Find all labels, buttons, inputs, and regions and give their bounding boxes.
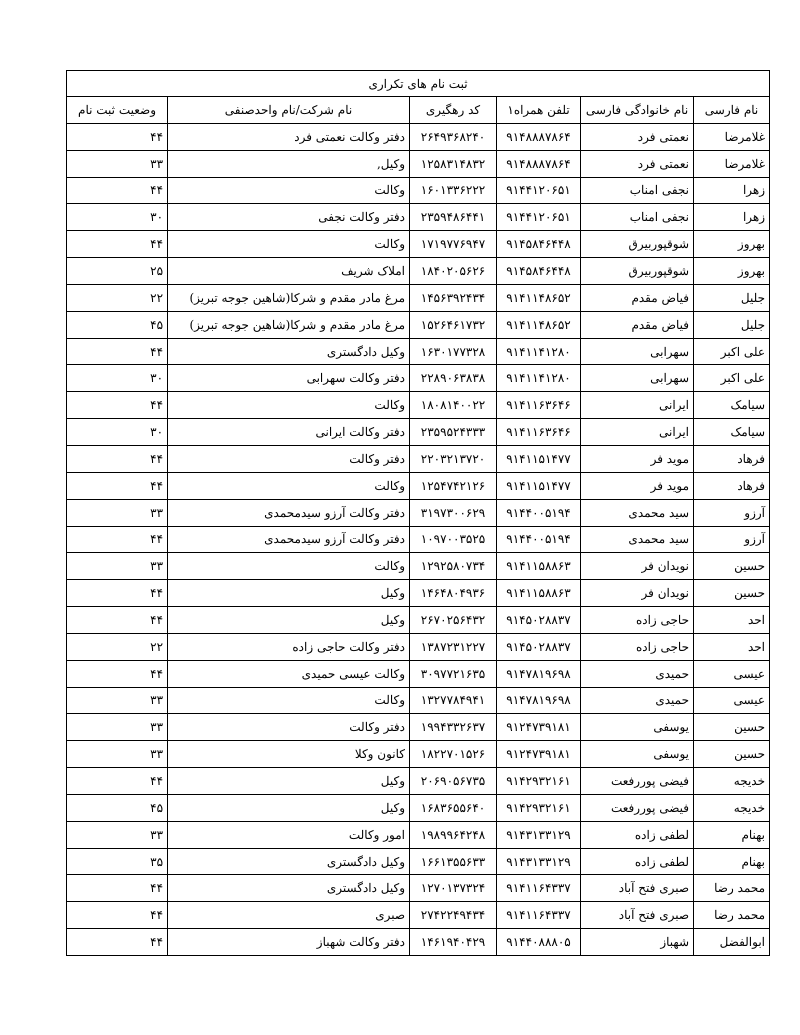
table-body (67, 123, 770, 955)
tracking-code-cell: ۲۳۵۹۴۸۶۴۴۱ (410, 204, 497, 231)
first-name-cell: عیسی (694, 660, 770, 687)
family-name-cell: سهرابی (581, 365, 694, 392)
status-cell: ۴۴ (67, 660, 168, 687)
first-name-cell: حسین (694, 714, 770, 741)
tracking-code-cell: ۱۳۸۷۲۳۱۲۲۷ (410, 633, 497, 660)
status-cell: ۳۰ (67, 204, 168, 231)
tracking-code-cell: ۱۰۹۷۰۰۳۵۲۵ (410, 526, 497, 553)
tracking-code-cell: ۱۹۹۴۳۳۲۶۳۷ (410, 714, 497, 741)
first-name-cell: سیامک (694, 392, 770, 419)
header-family-name: نام خانوادگی فارسی (581, 97, 694, 124)
tracking-code-cell: ۲۶۷۰۲۵۶۴۳۲ (410, 607, 497, 634)
table-row (67, 768, 770, 795)
first-name-cell: غلامرضا (694, 123, 770, 150)
status-cell: ۴۵ (67, 794, 168, 821)
status-cell: ۳۰ (67, 365, 168, 392)
first-name-cell: فرهاد (694, 472, 770, 499)
company-cell: کانون وکلا (168, 741, 410, 768)
status-cell: ۴۴ (67, 768, 168, 795)
first-name-cell: احد (694, 633, 770, 660)
company-cell: وکیل (168, 768, 410, 795)
mobile-cell: ۹۱۴۱۱۶۳۶۴۶ (497, 419, 581, 446)
family-name-cell: لطفی زاده (581, 848, 694, 875)
status-cell: ۳۰ (67, 419, 168, 446)
first-name-cell: حسین (694, 580, 770, 607)
tracking-code-cell: ۱۲۵۴۷۴۲۱۲۶ (410, 472, 497, 499)
company-cell: وکالت (168, 553, 410, 580)
family-name-cell: نجفی امناب (581, 204, 694, 231)
status-cell: ۴۴ (67, 445, 168, 472)
mobile-cell: ۹۱۴۴۰۰۵۱۹۴ (497, 526, 581, 553)
family-name-cell: نعمتی فرد (581, 150, 694, 177)
mobile-cell: ۹۱۴۲۹۳۲۱۶۱ (497, 768, 581, 795)
first-name-cell: بهنام (694, 821, 770, 848)
tracking-code-cell: ۲۳۵۹۵۲۴۳۳۳ (410, 419, 497, 446)
tracking-code-cell: ۲۶۴۹۳۶۸۲۴۰ (410, 123, 497, 150)
first-name-cell: خدیجه (694, 794, 770, 821)
company-cell: وکیل (168, 794, 410, 821)
family-name-cell: موید فر (581, 445, 694, 472)
family-name-cell: سید محمدی (581, 499, 694, 526)
company-cell: وکالت (168, 231, 410, 258)
header-status: وضعیت ثبت نام (67, 97, 168, 124)
tracking-code-cell: ۱۶۸۳۶۵۵۶۴۰ (410, 794, 497, 821)
first-name-cell: بهروز (694, 258, 770, 285)
company-cell: وکالت (168, 177, 410, 204)
family-name-cell: ایرانی (581, 419, 694, 446)
tracking-code-cell: ۱۳۲۷۷۸۴۹۴۱ (410, 687, 497, 714)
tracking-code-cell: ۱۸۴۰۲۰۵۶۲۶ (410, 258, 497, 285)
first-name-cell: آرزو (694, 499, 770, 526)
table-row (67, 687, 770, 714)
table-row (67, 499, 770, 526)
tracking-code-cell: ۳۰۹۷۷۲۱۶۳۵ (410, 660, 497, 687)
mobile-cell: ۹۱۴۳۱۳۳۱۲۹ (497, 821, 581, 848)
family-name-cell: حمیدی (581, 660, 694, 687)
mobile-cell: ۹۱۴۴۰۰۵۱۹۴ (497, 499, 581, 526)
table-row (67, 150, 770, 177)
mobile-cell: ۹۱۴۱۱۵۱۴۷۷ (497, 445, 581, 472)
table-row (67, 123, 770, 150)
status-cell: ۴۴ (67, 526, 168, 553)
status-cell: ۴۴ (67, 902, 168, 929)
table-row (67, 929, 770, 956)
company-cell: وکیل دادگستری (168, 848, 410, 875)
status-cell: ۴۴ (67, 472, 168, 499)
mobile-cell: ۹۱۴۷۸۱۹۶۹۸ (497, 660, 581, 687)
table-row (67, 284, 770, 311)
mobile-cell: ۹۱۴۴۱۲۰۶۵۱ (497, 204, 581, 231)
header-mobile: تلفن همراه۱ (497, 97, 581, 124)
mobile-cell: ۹۱۴۱۱۴۸۶۵۲ (497, 284, 581, 311)
mobile-cell: ۹۱۴۱۱۶۴۳۳۷ (497, 875, 581, 902)
status-cell: ۴۴ (67, 231, 168, 258)
mobile-cell: ۹۱۴۱۱۴۱۲۸۰ (497, 365, 581, 392)
family-name-cell: نجفی امناب (581, 177, 694, 204)
table-title: ثبت نام های تکراری (67, 71, 770, 97)
tracking-code-cell: ۱۴۵۶۳۹۲۴۳۴ (410, 284, 497, 311)
header-first-name: نام فارسی (694, 97, 770, 124)
family-name-cell: یوسفی (581, 741, 694, 768)
tracking-code-cell: ۳۱۹۷۳۰۰۶۲۹ (410, 499, 497, 526)
first-name-cell: علی اکبر (694, 365, 770, 392)
first-name-cell: محمد رضا (694, 902, 770, 929)
table-row (67, 338, 770, 365)
family-name-cell: فیضی پوررفعت (581, 768, 694, 795)
first-name-cell: جلیل (694, 311, 770, 338)
duplicate-registrations-sheet (66, 70, 769, 956)
family-name-cell: صبری فتح آباد (581, 902, 694, 929)
tracking-code-cell: ۲۰۶۹۰۵۶۷۳۵ (410, 768, 497, 795)
company-cell: وکالت (168, 392, 410, 419)
table-row (67, 445, 770, 472)
first-name-cell: حسین (694, 741, 770, 768)
tracking-code-cell: ۲۷۴۲۲۴۹۴۳۴ (410, 902, 497, 929)
first-name-cell: غلامرضا (694, 150, 770, 177)
table-row (67, 419, 770, 446)
status-cell: ۴۴ (67, 392, 168, 419)
header-company: نام شرکت/نام واحدصنفی (168, 97, 410, 124)
mobile-cell: ۹۱۴۱۱۶۴۳۳۷ (497, 902, 581, 929)
table-row (67, 580, 770, 607)
family-name-cell: سید محمدی (581, 526, 694, 553)
company-cell: دفتر وکالت نعمتی فرد (168, 123, 410, 150)
company-cell: وکیل, (168, 150, 410, 177)
company-cell: دفتر وکالت (168, 445, 410, 472)
status-cell: ۲۵ (67, 258, 168, 285)
first-name-cell: احد (694, 607, 770, 634)
duplicate-registrations-table (66, 70, 770, 956)
status-cell: ۳۳ (67, 741, 168, 768)
tracking-code-cell: ۱۲۹۲۵۸۰۷۳۴ (410, 553, 497, 580)
table-row (67, 553, 770, 580)
company-cell: وکالت (168, 472, 410, 499)
company-cell: امور وکالت (168, 821, 410, 848)
table-row (67, 526, 770, 553)
table-row (67, 794, 770, 821)
company-cell: دفتر وکالت آرزو سیدمحمدی (168, 526, 410, 553)
status-cell: ۳۳ (67, 714, 168, 741)
tracking-code-cell: ۱۸۰۸۱۴۰۰۲۲ (410, 392, 497, 419)
table-row (67, 204, 770, 231)
table-row (67, 821, 770, 848)
status-cell: ۳۵ (67, 848, 168, 875)
company-cell: وکالت عیسی حمیدی (168, 660, 410, 687)
status-cell: ۲۲ (67, 284, 168, 311)
mobile-cell: ۹۱۴۵۰۲۸۸۳۷ (497, 633, 581, 660)
status-cell: ۳۳ (67, 821, 168, 848)
mobile-cell: ۹۱۴۸۸۸۷۸۶۴ (497, 150, 581, 177)
company-cell: وکیل دادگستری (168, 338, 410, 365)
mobile-cell: ۹۱۴۳۱۳۳۱۲۹ (497, 848, 581, 875)
first-name-cell: عیسی (694, 687, 770, 714)
tracking-code-cell: ۱۷۱۹۷۷۶۹۴۷ (410, 231, 497, 258)
table-row (67, 472, 770, 499)
mobile-cell: ۹۱۲۴۷۳۹۱۸۱ (497, 741, 581, 768)
first-name-cell: ابوالفضل (694, 929, 770, 956)
mobile-cell: ۹۱۴۲۹۳۲۱۶۱ (497, 794, 581, 821)
family-name-cell: نویدان فر (581, 580, 694, 607)
tracking-code-cell: ۱۶۰۱۳۳۶۲۲۲ (410, 177, 497, 204)
first-name-cell: بهنام (694, 848, 770, 875)
family-name-cell: ایرانی (581, 392, 694, 419)
company-cell: وکیل (168, 580, 410, 607)
family-name-cell: حاجی زاده (581, 633, 694, 660)
family-name-cell: نویدان فر (581, 553, 694, 580)
table-row (67, 848, 770, 875)
header-tracking-code: کد رهگیری (410, 97, 497, 124)
mobile-cell: ۹۱۴۱۱۶۳۶۴۶ (497, 392, 581, 419)
mobile-cell: ۹۱۴۱۱۴۸۶۵۲ (497, 311, 581, 338)
table-row (67, 902, 770, 929)
tracking-code-cell: ۲۲۸۹۰۶۳۸۳۸ (410, 365, 497, 392)
mobile-cell: ۹۱۴۱۱۵۸۸۶۳ (497, 580, 581, 607)
tracking-code-cell: ۱۹۸۹۹۶۴۲۴۸ (410, 821, 497, 848)
mobile-cell: ۹۱۴۵۰۲۸۸۳۷ (497, 607, 581, 634)
mobile-cell: ۹۱۴۱۱۴۱۲۸۰ (497, 338, 581, 365)
company-cell: مرغ مادر مقدم و شرکا(شاهین جوجه تبریز) (168, 284, 410, 311)
family-name-cell: موید فر (581, 472, 694, 499)
table-row (67, 258, 770, 285)
tracking-code-cell: ۱۸۲۲۷۰۱۵۲۶ (410, 741, 497, 768)
first-name-cell: جلیل (694, 284, 770, 311)
first-name-cell: حسین (694, 553, 770, 580)
family-name-cell: یوسفی (581, 714, 694, 741)
first-name-cell: محمد رضا (694, 875, 770, 902)
table-row (67, 177, 770, 204)
family-name-cell: حاجی زاده (581, 607, 694, 634)
mobile-cell: ۹۱۲۴۷۳۹۱۸۱ (497, 714, 581, 741)
tracking-code-cell: ۱۵۲۶۴۶۱۷۳۲ (410, 311, 497, 338)
company-cell: وکیل دادگستری (168, 875, 410, 902)
status-cell: ۴۴ (67, 875, 168, 902)
table-row (67, 633, 770, 660)
company-cell: مرغ مادر مقدم و شرکا(شاهین جوجه تبریز) (168, 311, 410, 338)
header-row (67, 97, 770, 124)
company-cell: وکیل (168, 607, 410, 634)
family-name-cell: شوقپوربیرق (581, 258, 694, 285)
company-cell: دفتر وکالت (168, 714, 410, 741)
table-row (67, 660, 770, 687)
first-name-cell: علی اکبر (694, 338, 770, 365)
table-row (67, 365, 770, 392)
tracking-code-cell: ۱۶۳۰۱۷۷۳۲۸ (410, 338, 497, 365)
family-name-cell: لطفی زاده (581, 821, 694, 848)
tracking-code-cell: ۱۴۶۱۹۴۰۴۲۹ (410, 929, 497, 956)
family-name-cell: نعمتی فرد (581, 123, 694, 150)
mobile-cell: ۹۱۴۵۸۴۶۴۴۸ (497, 231, 581, 258)
family-name-cell: سهرابی (581, 338, 694, 365)
company-cell: املاک شریف (168, 258, 410, 285)
company-cell: دفتر وکالت حاجی زاده (168, 633, 410, 660)
table-row (67, 741, 770, 768)
table-row (67, 392, 770, 419)
status-cell: ۴۴ (67, 123, 168, 150)
family-name-cell: فیاض مقدم (581, 284, 694, 311)
mobile-cell: ۹۱۴۱۱۵۸۸۶۳ (497, 553, 581, 580)
family-name-cell: فیاض مقدم (581, 311, 694, 338)
company-cell: صبری (168, 902, 410, 929)
table-row (67, 607, 770, 634)
table-row (67, 311, 770, 338)
table-row (67, 714, 770, 741)
mobile-cell: ۹۱۴۵۸۴۶۴۴۸ (497, 258, 581, 285)
status-cell: ۴۵ (67, 311, 168, 338)
company-cell: دفتر وکالت سهرابی (168, 365, 410, 392)
mobile-cell: ۹۱۴۷۸۱۹۶۹۸ (497, 687, 581, 714)
company-cell: دفتر وکالت شهباز (168, 929, 410, 956)
table-row (67, 875, 770, 902)
status-cell: ۴۴ (67, 929, 168, 956)
mobile-cell: ۹۱۴۸۸۸۷۸۶۴ (497, 123, 581, 150)
status-cell: ۴۴ (67, 607, 168, 634)
first-name-cell: فرهاد (694, 445, 770, 472)
status-cell: ۳۳ (67, 499, 168, 526)
company-cell: دفتر وکالت آرزو سیدمحمدی (168, 499, 410, 526)
table-row (67, 231, 770, 258)
tracking-code-cell: ۱۴۶۴۸۰۴۹۳۶ (410, 580, 497, 607)
first-name-cell: زهرا (694, 177, 770, 204)
family-name-cell: فیضی پوررفعت (581, 794, 694, 821)
status-cell: ۲۲ (67, 633, 168, 660)
mobile-cell: ۹۱۴۱۱۵۱۴۷۷ (497, 472, 581, 499)
status-cell: ۳۳ (67, 687, 168, 714)
company-cell: دفتر وکالت نجفی (168, 204, 410, 231)
tracking-code-cell: ۱۲۵۸۳۱۴۸۳۲ (410, 150, 497, 177)
mobile-cell: ۹۱۴۴۰۸۸۸۰۵ (497, 929, 581, 956)
company-cell: وکالت (168, 687, 410, 714)
tracking-code-cell: ۱۶۶۱۳۵۵۶۳۳ (410, 848, 497, 875)
status-cell: ۳۳ (67, 150, 168, 177)
family-name-cell: حمیدی (581, 687, 694, 714)
tracking-code-cell: ۱۲۷۰۱۳۷۳۲۴ (410, 875, 497, 902)
first-name-cell: خدیجه (694, 768, 770, 795)
status-cell: ۳۳ (67, 553, 168, 580)
family-name-cell: شهباز (581, 929, 694, 956)
tracking-code-cell: ۲۲۰۳۲۱۳۷۲۰ (410, 445, 497, 472)
company-cell: دفتر وکالت ایرانی (168, 419, 410, 446)
status-cell: ۴۴ (67, 177, 168, 204)
mobile-cell: ۹۱۴۴۱۲۰۶۵۱ (497, 177, 581, 204)
first-name-cell: سیامک (694, 419, 770, 446)
family-name-cell: صبری فتح آباد (581, 875, 694, 902)
first-name-cell: آرزو (694, 526, 770, 553)
status-cell: ۴۴ (67, 580, 168, 607)
first-name-cell: بهروز (694, 231, 770, 258)
status-cell: ۴۴ (67, 338, 168, 365)
first-name-cell: زهرا (694, 204, 770, 231)
family-name-cell: شوقپوربیرق (581, 231, 694, 258)
